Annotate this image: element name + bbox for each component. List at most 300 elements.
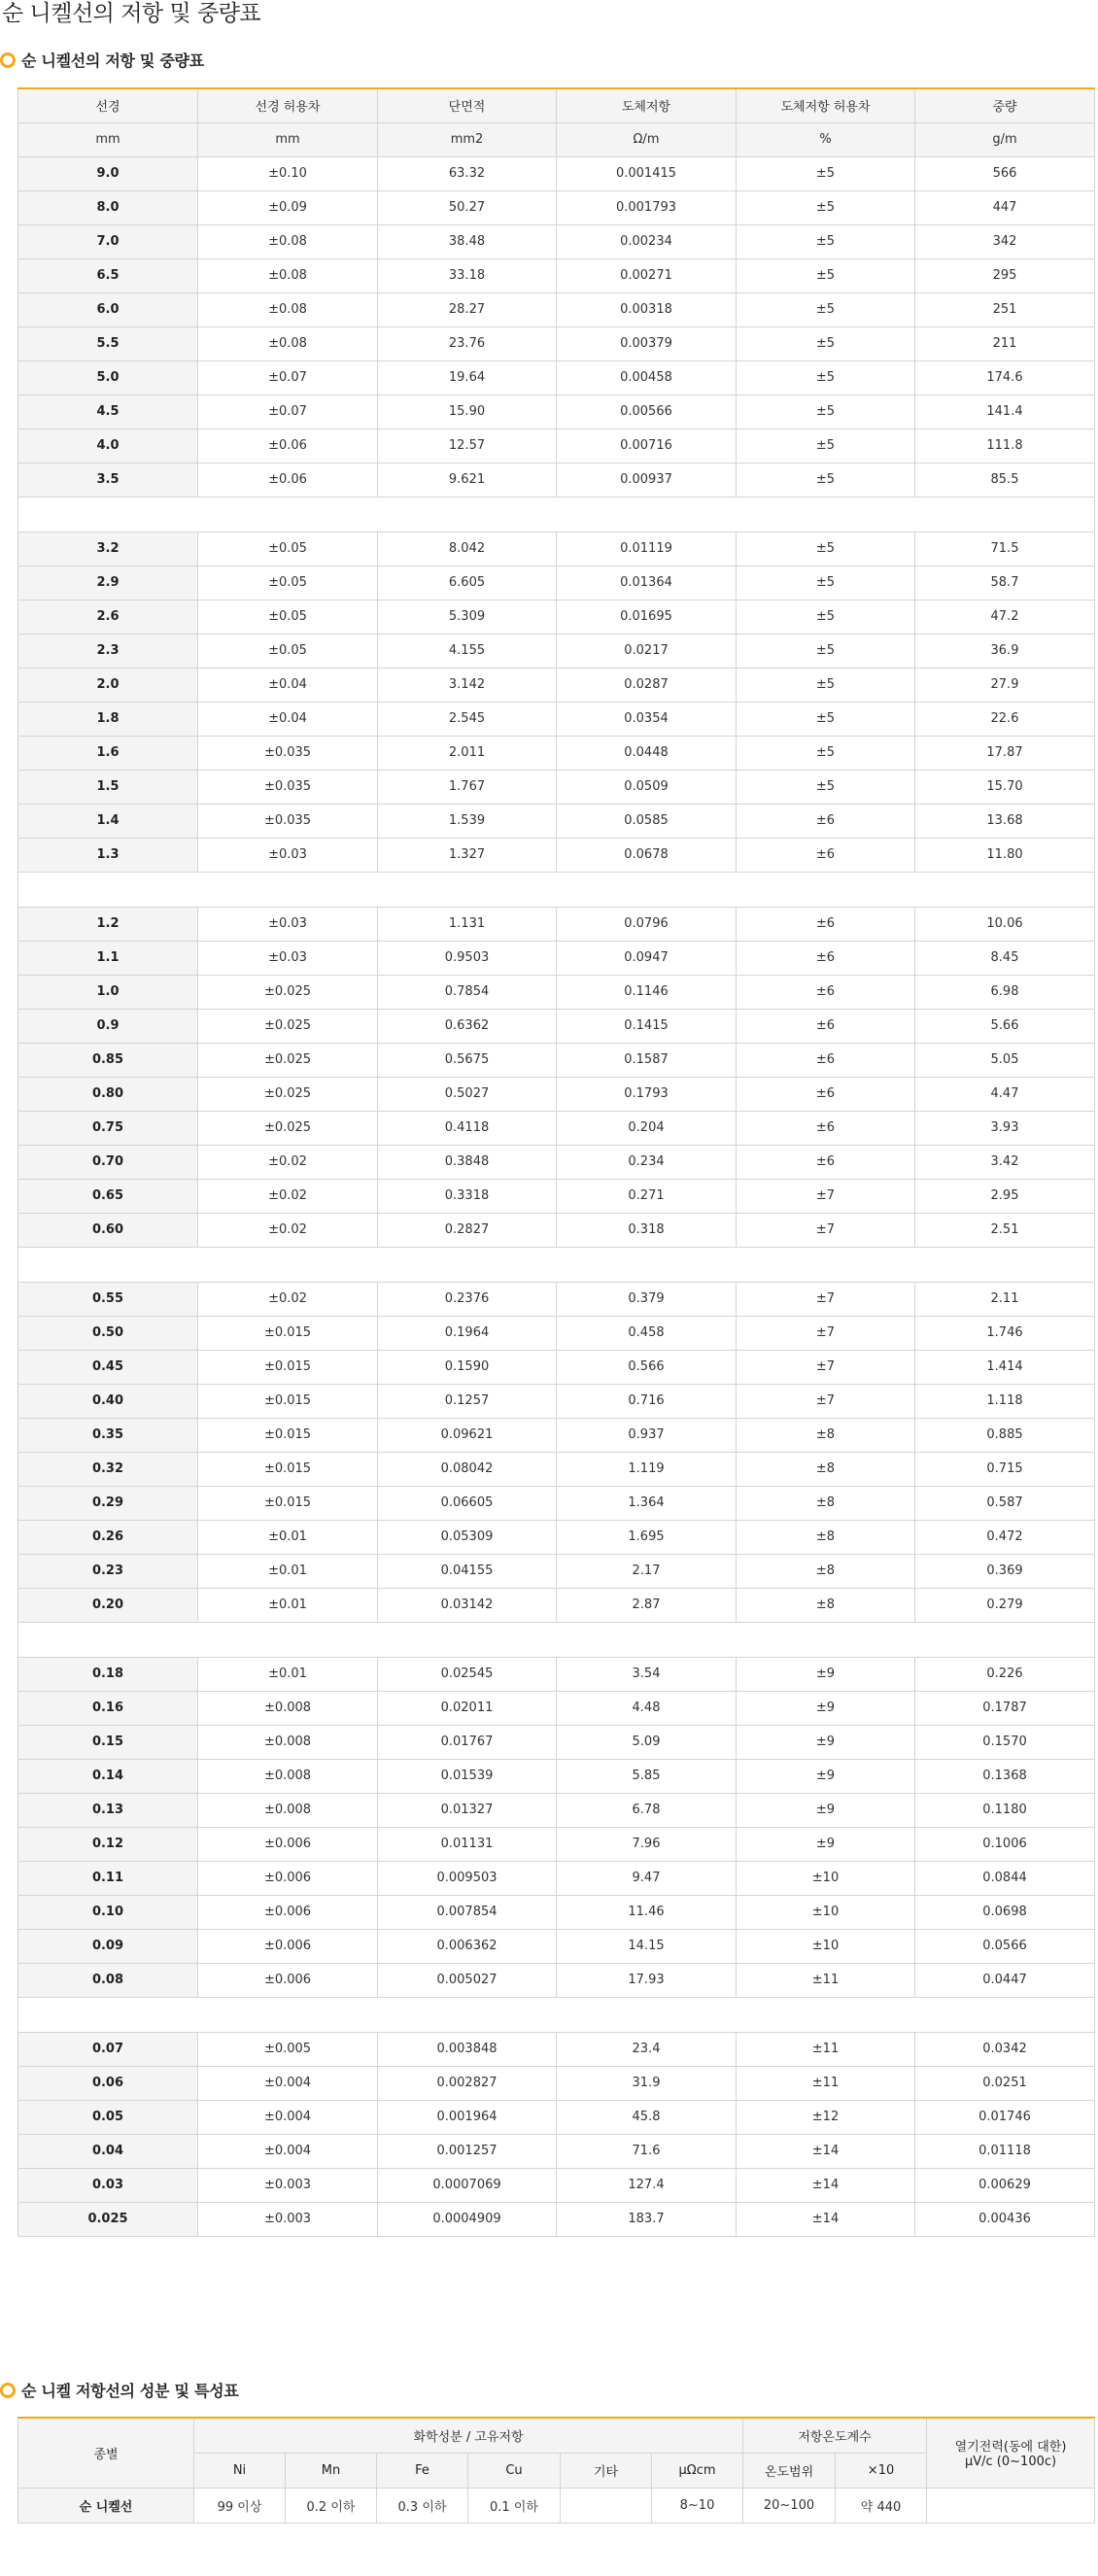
cell-resistance-tolerance: ±8 [737,1452,915,1486]
cell-conductor-resistance: 2.87 [557,1588,737,1622]
cell-conductor-resistance: 0.937 [557,1418,737,1452]
cell-diameter-tolerance: ±0.08 [198,258,378,292]
table-row [18,258,1095,292]
group-spacer-cell [18,872,1095,907]
cell-diameter: 0.10 [18,1895,198,1929]
cell-weight: 0.00436 [915,2202,1095,2236]
cell-diameter: 0.65 [18,1179,198,1213]
cell-cross-section: 0.9503 [378,941,557,975]
cell-diameter-tolerance: ±0.02 [198,1213,378,1247]
unit-conductor-resistance: Ω/m [557,122,737,156]
cell-weight: 2.51 [915,1213,1095,1247]
cell-diameter: 0.32 [18,1452,198,1486]
cell-weight: 0.0251 [915,2066,1095,2100]
cell-resistance-tolerance: ±5 [737,258,915,292]
group-spacer-row [18,1622,1095,1657]
cell-weight: 10.06 [915,907,1095,941]
cell-diameter-tolerance: ±0.035 [198,804,378,838]
cell-resistance-tolerance: ±12 [737,2100,915,2134]
cell-diameter-tolerance: ±0.006 [198,1827,378,1861]
cell-weight: 0.0447 [915,1963,1095,1997]
table-row [18,804,1095,838]
cell-conductor-resistance: 0.0217 [557,634,737,668]
cell-cross-section: 0.5675 [378,1043,557,1077]
table-row [18,1554,1095,1588]
cell-conductor-resistance: 1.364 [557,1486,737,1520]
cell-resistance-tolerance: ±5 [737,224,915,258]
table-row [18,1009,1095,1043]
header-chemical-composition: 화학성분 / 고유저항 [194,2418,743,2453]
cell-conductor-resistance: 0.001415 [557,156,737,190]
cell-diameter: 0.45 [18,1350,198,1384]
cell-weight: 36.9 [915,634,1095,668]
cell-diameter: 0.85 [18,1043,198,1077]
table-row [18,1827,1095,1861]
cell-weight: 0.472 [915,1520,1095,1554]
cell-conductor-resistance: 0.0585 [557,804,737,838]
cell-diameter-tolerance: ±0.008 [198,1691,378,1725]
cell-diameter: 1.2 [18,907,198,941]
unit-diameter-tolerance: mm [198,122,378,156]
cell-diameter: 0.20 [18,1588,198,1622]
cell-weight: 0.0844 [915,1861,1095,1895]
cell-weight: 2.11 [915,1282,1095,1316]
cell-diameter: 4.0 [18,429,198,463]
cell-cross-section: 0.006362 [378,1929,557,1963]
cell-weight: 27.9 [915,668,1095,702]
cell-diameter-tolerance: ±0.07 [198,395,378,429]
cell-conductor-resistance: 0.1587 [557,1043,737,1077]
cell-weight: 0.0342 [915,2032,1095,2066]
cell-diameter: 1.6 [18,736,198,770]
unit-resistance-tolerance: % [737,122,915,156]
table-row [18,361,1095,395]
cell-cross-section: 0.003848 [378,2032,557,2066]
table-row [18,1486,1095,1520]
cell-resistance-tolerance: ±6 [737,1111,915,1145]
cell-resistance-tolerance: ±6 [737,1043,915,1077]
cell-conductor-resistance: 0.716 [557,1384,737,1418]
cell-diameter-tolerance: ±0.006 [198,1929,378,1963]
table-row [18,1759,1095,1793]
cell-cross-section: 0.0004909 [378,2202,557,2236]
cell-resistance-tolerance: ±11 [737,2066,915,2100]
cell-weight: 0.1787 [915,1691,1095,1725]
cell-weight: 211 [915,326,1095,361]
cell-diameter: 0.04 [18,2134,198,2168]
cell-cross-section: 28.27 [378,292,557,326]
cell-cross-section: 0.1257 [378,1384,557,1418]
table-row [18,566,1095,600]
cell-cross-section: 0.01539 [378,1759,557,1793]
cell-cross-section: 1.539 [378,804,557,838]
cell-diameter: 1.4 [18,804,198,838]
cell-diameter: 0.15 [18,1725,198,1759]
cell-diameter: 2.3 [18,634,198,668]
cell-weight: 0.01746 [915,2100,1095,2134]
cell-conductor-resistance: 0.1793 [557,1077,737,1111]
cell-cross-section: 0.009503 [378,1861,557,1895]
table-row [18,1213,1095,1247]
cell-conductor-resistance: 0.001793 [557,190,737,224]
section-heading-composition [0,2379,238,2401]
cell-cross-section: 0.02545 [378,1657,557,1691]
group-spacer-row [18,497,1095,532]
table-row [18,326,1095,361]
cell-weight: 342 [915,224,1095,258]
composition-header-row-1 [18,2418,1095,2453]
cell-cross-section: 0.3318 [378,1179,557,1213]
section-heading-label: 순 니켈 저항선의 성분 및 특성표 [21,2382,239,2400]
cell-cross-section: 12.57 [378,429,557,463]
cell-diameter: 0.09 [18,1929,198,1963]
cell-diameter-tolerance: ±0.004 [198,2066,378,2100]
cell-diameter: 0.12 [18,1827,198,1861]
table-row [18,2100,1095,2134]
cell-resistance-tolerance: ±5 [737,463,915,497]
cell-conductor-resistance: 0.458 [557,1316,737,1350]
header-ni: Ni [194,2453,286,2488]
cell-resistance-tolerance: ±6 [737,838,915,872]
cell-diameter-tolerance: ±0.02 [198,1179,378,1213]
cell-resistance-tolerance: ±5 [737,395,915,429]
cell-conductor-resistance: 127.4 [557,2168,737,2202]
cell-cross-section: 1.767 [378,770,557,804]
cell-diameter: 2.0 [18,668,198,702]
cell-cross-section: 0.001964 [378,2100,557,2134]
cell-diameter: 0.75 [18,1111,198,1145]
header-temp-range: 온도범위 [743,2453,836,2488]
cell-diameter-tolerance: ±0.03 [198,907,378,941]
cell-weight: 0.0566 [915,1929,1095,1963]
cell-conductor-resistance: 0.379 [557,1282,737,1316]
cell-diameter: 0.16 [18,1691,198,1725]
cell-diameter-tolerance: ±0.06 [198,429,378,463]
header-thermal-emf [927,2418,1095,2488]
cell-resistance-tolerance: ±5 [737,156,915,190]
cell-diameter-tolerance: ±0.01 [198,1520,378,1554]
cell-conductor-resistance: 0.01364 [557,566,737,600]
cell-resistance-tolerance: ±5 [737,702,915,736]
cell-diameter-tolerance: ±0.004 [198,2134,378,2168]
cell-resistance-tolerance: ±7 [737,1384,915,1418]
table-row [18,1145,1095,1179]
cell-diameter: 7.0 [18,224,198,258]
cell-diameter-tolerance: ±0.01 [198,1657,378,1691]
table-row [18,702,1095,736]
cell-conductor-resistance: 0.00234 [557,224,737,258]
table-row [18,2032,1095,2066]
cell-weight: 0.226 [915,1657,1095,1691]
cell-diameter-tolerance: ±0.005 [198,2032,378,2066]
cell-diameter: 0.80 [18,1077,198,1111]
table-row [18,190,1095,224]
table-row [18,1657,1095,1691]
cell-diameter: 1.1 [18,941,198,975]
cell-conductor-resistance: 0.0287 [557,668,737,702]
cell-conductor-resistance: 0.01119 [557,532,737,566]
composition-row [18,2488,1095,2523]
cell-diameter: 0.025 [18,2202,198,2236]
cell-diameter-tolerance: ±0.09 [198,190,378,224]
cell-resistance-tolerance: ±14 [737,2202,915,2236]
cell-diameter: 0.18 [18,1657,198,1691]
cell-cross-section: 1.131 [378,907,557,941]
cell-cross-section: 4.155 [378,634,557,668]
cell-conductor-resistance: 0.0354 [557,702,737,736]
cell-diameter-tolerance: ±0.015 [198,1384,378,1418]
cell-diameter: 0.26 [18,1520,198,1554]
circle-bullet-icon [0,52,16,68]
cell-diameter-tolerance: ±0.008 [198,1759,378,1793]
table-row [18,2134,1095,2168]
cell-resistivity: 8~10 [652,2488,743,2523]
cell-diameter-tolerance: ±0.006 [198,1895,378,1929]
cell-diameter: 5.5 [18,326,198,361]
table-row [18,941,1095,975]
cell-conductor-resistance: 0.00566 [557,395,737,429]
table-row [18,1350,1095,1384]
cell-cross-section: 0.007854 [378,1895,557,1929]
cell-diameter-tolerance: ±0.015 [198,1316,378,1350]
cell-cross-section: 0.09621 [378,1418,557,1452]
table-row [18,2066,1095,2100]
cell-weight: 0.587 [915,1486,1095,1520]
cell-diameter-tolerance: ±0.08 [198,292,378,326]
cell-resistance-tolerance: ±7 [737,1213,915,1247]
header-other: 기타 [561,2453,652,2488]
cell-diameter: 0.08 [18,1963,198,1997]
cell-diameter: 1.3 [18,838,198,872]
cell-weight: 0.01118 [915,2134,1095,2168]
cell-cross-section: 0.3848 [378,1145,557,1179]
section-heading-resistance-weight [0,49,204,71]
cell-diameter: 0.23 [18,1554,198,1588]
cell-diameter-tolerance: ±0.05 [198,532,378,566]
table-row [18,1111,1095,1145]
table-row [18,1316,1095,1350]
group-spacer-cell [18,497,1095,532]
cell-weight: 22.6 [915,702,1095,736]
cell-grade: 순 니켈선 [18,2488,194,2523]
cell-resistance-tolerance: ±9 [737,1759,915,1793]
table-row [18,1861,1095,1895]
cell-resistance-tolerance: ±10 [737,1929,915,1963]
cell-conductor-resistance: 0.271 [557,1179,737,1213]
cell-diameter-tolerance: ±0.03 [198,941,378,975]
table-row [18,1793,1095,1827]
cell-resistance-tolerance: ±5 [737,600,915,634]
table-row [18,736,1095,770]
cell-resistance-tolerance: ±8 [737,1486,915,1520]
cell-resistance-tolerance: ±10 [737,1861,915,1895]
cell-diameter: 0.11 [18,1861,198,1895]
cell-diameter: 0.35 [18,1418,198,1452]
cell-conductor-resistance: 9.47 [557,1861,737,1895]
cell-resistance-tolerance: ±6 [737,1009,915,1043]
cell-weight: 447 [915,190,1095,224]
cell-conductor-resistance: 71.6 [557,2134,737,2168]
cell-diameter-tolerance: ±0.02 [198,1145,378,1179]
cell-cross-section: 8.042 [378,532,557,566]
table-row [18,1725,1095,1759]
cell-diameter-tolerance: ±0.025 [198,1009,378,1043]
cell-conductor-resistance: 183.7 [557,2202,737,2236]
cell-diameter-tolerance: ±0.025 [198,1077,378,1111]
cell-cross-section: 33.18 [378,258,557,292]
cell-resistance-tolerance: ±8 [737,1554,915,1588]
cell-diameter: 0.55 [18,1282,198,1316]
table-row [18,1929,1095,1963]
cell-cu: 0.1 이하 [468,2488,561,2523]
circle-bullet-icon [0,2383,16,2398]
cell-conductor-resistance: 0.0448 [557,736,737,770]
cell-diameter-tolerance: ±0.025 [198,1043,378,1077]
cell-cross-section: 1.327 [378,838,557,872]
cell-cross-section: 0.04155 [378,1554,557,1588]
table-row [18,838,1095,872]
cell-diameter-tolerance: ±0.10 [198,156,378,190]
header-fe: Fe [377,2453,468,2488]
cell-diameter-tolerance: ±0.07 [198,361,378,395]
cell-weight: 17.87 [915,736,1095,770]
cell-resistance-tolerance: ±14 [737,2134,915,2168]
cell-conductor-resistance: 0.1415 [557,1009,737,1043]
cell-weight: 58.7 [915,566,1095,600]
table-row [18,770,1095,804]
table-row [18,1963,1095,1997]
table-row [18,1043,1095,1077]
cell-diameter: 0.9 [18,1009,198,1043]
cell-weight: 2.95 [915,1179,1095,1213]
cell-resistance-tolerance: ±14 [737,2168,915,2202]
cell-diameter-tolerance: ±0.02 [198,1282,378,1316]
cell-weight: 0.1180 [915,1793,1095,1827]
cell-conductor-resistance: 0.00271 [557,258,737,292]
cell-diameter-tolerance: ±0.006 [198,1963,378,1997]
table-body [18,156,1095,2236]
cell-cross-section: 0.1964 [378,1316,557,1350]
table-row [18,600,1095,634]
cell-conductor-resistance: 0.318 [557,1213,737,1247]
table-row [18,1588,1095,1622]
group-spacer-row [18,1997,1095,2032]
cell-resistance-tolerance: ±7 [737,1316,915,1350]
cell-weight: 6.98 [915,975,1095,1009]
cell-diameter-tolerance: ±0.03 [198,838,378,872]
cell-diameter: 2.9 [18,566,198,600]
table-row [18,1384,1095,1418]
table-row [18,634,1095,668]
cell-diameter: 0.07 [18,2032,198,2066]
cell-diameter-tolerance: ±0.08 [198,326,378,361]
cell-diameter: 5.0 [18,361,198,395]
cell-resistance-tolerance: ±5 [737,736,915,770]
cell-weight: 71.5 [915,532,1095,566]
cell-diameter: 8.0 [18,190,198,224]
cell-diameter: 0.03 [18,2168,198,2202]
cell-ni: 99 이상 [194,2488,286,2523]
cell-diameter-tolerance: ±0.008 [198,1725,378,1759]
cell-diameter: 1.0 [18,975,198,1009]
cell-cross-section: 0.1590 [378,1350,557,1384]
table-row [18,1077,1095,1111]
header-coefficient: ×10 [836,2453,927,2488]
cell-cross-section: 50.27 [378,190,557,224]
cell-diameter-tolerance: ±0.05 [198,634,378,668]
cell-resistance-tolerance: ±11 [737,2032,915,2066]
cell-diameter-tolerance: ±0.04 [198,668,378,702]
cell-diameter: 3.2 [18,532,198,566]
table-row [18,2168,1095,2202]
header-diameter: 선경 [18,88,198,122]
cell-weight: 111.8 [915,429,1095,463]
cell-weight: 0.885 [915,1418,1095,1452]
cell-diameter-tolerance: ±0.08 [198,224,378,258]
cell-diameter: 4.5 [18,395,198,429]
cell-cross-section: 0.0007069 [378,2168,557,2202]
cell-diameter: 0.13 [18,1793,198,1827]
cell-cross-section: 0.002827 [378,2066,557,2100]
table-row [18,224,1095,258]
cell-diameter-tolerance: ±0.015 [198,1452,378,1486]
page-title: 순 니켈선의 저항 및 중량표 [2,1,261,26]
table-row [18,1691,1095,1725]
cell-cross-section: 3.142 [378,668,557,702]
cell-weight: 11.80 [915,838,1095,872]
cell-weight: 85.5 [915,463,1095,497]
cell-diameter: 6.0 [18,292,198,326]
cell-mn: 0.2 이하 [286,2488,377,2523]
cell-diameter-tolerance: ±0.015 [198,1486,378,1520]
cell-diameter-tolerance: ±0.003 [198,2168,378,2202]
cell-resistance-tolerance: ±5 [737,770,915,804]
cell-resistance-tolerance: ±5 [737,326,915,361]
cell-diameter-tolerance: ±0.04 [198,702,378,736]
group-spacer-cell [18,1622,1095,1657]
cell-cross-section: 0.5027 [378,1077,557,1111]
cell-diameter: 2.6 [18,600,198,634]
cell-diameter-tolerance: ±0.006 [198,1861,378,1895]
table-row [18,1418,1095,1452]
cell-cross-section: 0.01131 [378,1827,557,1861]
cell-cross-section: 38.48 [378,224,557,258]
cell-weight: 0.1006 [915,1827,1095,1861]
cell-conductor-resistance: 0.204 [557,1111,737,1145]
cell-weight: 1.746 [915,1316,1095,1350]
cell-diameter-tolerance: ±0.015 [198,1350,378,1384]
cell-cross-section: 2.011 [378,736,557,770]
cell-cross-section: 15.90 [378,395,557,429]
cell-cross-section: 0.005027 [378,1963,557,1997]
cell-cross-section: 0.01327 [378,1793,557,1827]
resistance-weight-table [17,87,1095,2237]
cell-cross-section: 0.01767 [378,1725,557,1759]
cell-cross-section: 9.621 [378,463,557,497]
header-cross-section: 단면적 [378,88,557,122]
composition-table [17,2417,1095,2524]
cell-weight: 174.6 [915,361,1095,395]
header-conductor-resistance: 도체저항 [557,88,737,122]
header-thermal-emf-line1: 열기전력(동에 대한) [954,2440,1067,2456]
cell-resistance-tolerance: ±8 [737,1520,915,1554]
cell-resistance-tolerance: ±8 [737,1418,915,1452]
header-thermal-emf-line2: μV/c (0~100c) [964,2455,1057,2470]
cell-thermal-emf [927,2488,1095,2523]
header-diameter-tolerance: 선경 허용차 [198,88,378,122]
cell-cross-section: 5.309 [378,600,557,634]
cell-cross-section: 0.02011 [378,1691,557,1725]
